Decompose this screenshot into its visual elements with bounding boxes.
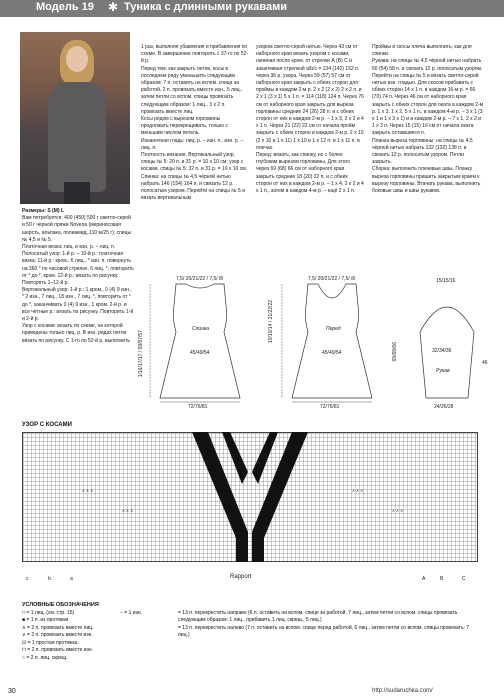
page-title: Туника с длинными рукавами bbox=[124, 1, 287, 13]
page-number: 30 bbox=[8, 688, 16, 695]
materials-text: Вам потребуется: 400 (450) 500 г светло-серой и 50 г чёрной пряжи Novena (мериносовая шерсть, альпака, полиамид, 110 м/25 г); спицы № 4,5 и № 5. bbox=[22, 215, 132, 243]
front-top-dims: 7,5/ 20/21/22 / 7,5/ 8/ bbox=[308, 276, 356, 282]
star-icon: ✱ bbox=[108, 0, 119, 14]
cable-inner-left bbox=[222, 432, 248, 484]
instructions-column-4 bbox=[372, 44, 484, 195]
arrow-a: a bbox=[70, 576, 73, 582]
legend bbox=[22, 602, 482, 662]
col2-para-1: 1 раз, выполняя убавления и прибавления по схеме. В завершение повторять с 37-го по 52-й р. bbox=[141, 44, 249, 65]
svg-text:∧ ∧ ∧: ∧ ∧ ∧ bbox=[392, 508, 404, 513]
sleeve-bottom: 24/26/28 bbox=[434, 404, 454, 410]
cable-chart-title: УЗОР С КОСАМИ bbox=[22, 422, 72, 428]
legend-item-knit: □ = 1 лиц. (см. стр. 15) bbox=[22, 609, 75, 616]
vertical-pattern-text: Вертикальный узор: 1-й р.: 1 кром., 0 (4) 9 изн., * 2 изн., 7 лиц., 18 изн., 7 лиц. *, повторить от * до *, заканчивать 0 (4) 9 изн., 1 кром. 2-й р. и все чётные р.: вязать по рисунку. Повторить 1-й и 2-й р. bbox=[22, 287, 134, 323]
instructions-column-2 bbox=[141, 44, 249, 202]
photo-head bbox=[66, 46, 88, 72]
back-schematic bbox=[140, 272, 260, 408]
striped-pattern-text: Полосатый узор: 1-й р. – 10-й р.: платочная вязка; 11-й р.: кром., 6 лиц., * изн. п. повернуть на 360 ° по часовой стрелке, 6 лиц. *, повторить от * до *, кром. 12-й р.: вязать по рисунку. Повторять 1–12-й р. bbox=[22, 251, 134, 287]
sleeve-top: 15/15/16 bbox=[436, 278, 456, 284]
legend-item-cable-right: = 13 п. перекрестить направо (6 п. оставить на вспом. спице за работой, 7 лиц., затем петли со вспом. спицы провязать следующим образом: 1 лиц., прибавить 1 лиц. скрещ., 5 лиц.) bbox=[178, 609, 458, 623]
arrow-c: c bbox=[26, 576, 29, 582]
legend-item-cross: ○ = 2 п. лиц. скрещ. bbox=[22, 654, 68, 661]
page-header bbox=[0, 0, 504, 17]
photo-tunic bbox=[48, 82, 106, 192]
svg-text:∧ ∧ ∧: ∧ ∧ ∧ bbox=[352, 488, 364, 493]
front-width: 45/49/54 bbox=[322, 350, 342, 356]
back-width: 45/49/54 bbox=[190, 350, 210, 356]
instructions-column-1 bbox=[22, 208, 134, 345]
sleeve-height: 46 bbox=[482, 360, 488, 366]
svg-text:∧ ∧ ∧: ∧ ∧ ∧ bbox=[122, 508, 134, 513]
back-text: Спинка: на спицы № 4,5 чёрной нитью набрать 146 (154) 164 п. и связать 12 р. полосатым узором. Перейти на спицы № 5 и вязать вертикальным bbox=[141, 173, 246, 202]
legend-title: УСЛОВНЫЕ ОБОЗНАЧЕНИЯ bbox=[22, 602, 99, 608]
sleeves-text: Рукава: на спицы № 4,5 чёрной нитью набрать 50 (54) 58 п. и связать 12 р. полосатым узором. Перейти на спицы № 5 и вязать светло-серой нитью изн. гладью. Для скосов прибавить с обеих сторон 14 х 1 п. в каждом 16-м р. = 66 (70) 74 п. Через 46 см от наборного края закрыть с обеих сторон для окатa в каждом 2-м р. 1 х 3, 1 х 2, 5 х 1 п., в каждом 4-м р. – 3 х 1 (3 х 1 и 1 х 3 х 1) и в каждом 2-м р. – 7 х 1, 2 х 2 и 1 х 3 п. Через 15 (15) 16 см от начала оката закрыть оставшиеся п. bbox=[372, 58, 484, 137]
front-schematic bbox=[272, 272, 392, 408]
back-bottom: 72/76/81 bbox=[188, 404, 208, 410]
legend-item-cable-left: = 13 п. перекрестить налево (7 п. оставить на вспом. спице перед работой, 6 лиц., затем петли со вспом. спицы провязать: 7 лиц.) bbox=[178, 624, 470, 638]
assembly-text: Сборка: выполнить плечевые швы. Планку выреза горловины пришить закрытым краем к вырезу горловины. Втачать рукава, выполнить боковые швы и швы рукавов. bbox=[372, 166, 481, 195]
model-photo bbox=[20, 32, 130, 204]
col2-para-3: Косы рядом с вырезом горловины продолжать перекрещивать, только с меньшим числом петель. bbox=[141, 116, 228, 137]
col3-para-1: узором светло-серой нитью. Через 43 см от наборного края вязать узором с косами, начиная после кром. от стрелки А (В) С и заканчивая стрелкой a/b/c = 134 (142) 152 п. через 36 р. узора. Через 59 (57) 57 см от наборного края закрыть с обеих сторон для проймы в каждом 2-м р. 2 х 2 (2 х 2) 2 х 2 п. и 2 х 1 (3 х 1) 5 х 1 п. = 114 (118) 124 п. Через 76 см от наборного края закрыть для выреза горловины средние 24 (26) 28 п. и с обеих сторон от них в каждом 2-м р. – 1 х 3, 2 х 2 и 4 х 1 п. Через 21 (22) 22 см от начала пройм закрыть с обеих сторон в каждом 2-м р. 2 х 10 (2 х 10 и 1 х 11) 1 х 10 и 1 х 12 п. и 1 х 11 п. в плечах. bbox=[256, 44, 364, 151]
front-side-dims: 10/10/14 / 21/22/22 bbox=[268, 300, 274, 344]
instructions-column-3 bbox=[256, 44, 364, 195]
sleeve-schematic bbox=[402, 272, 492, 408]
arrow-b: b bbox=[48, 576, 51, 582]
legend-item-purl: − = 1 изн. bbox=[120, 609, 143, 616]
cable-right-black bbox=[252, 432, 308, 562]
cable-pattern-text: Узор с косами: вязать по схеме, на которой приведены только лиц. р. В изн. рядах петли вязать по рисунку. С 1-го по 52-й р. выполнить bbox=[22, 323, 130, 344]
cable-inner-right bbox=[252, 432, 278, 484]
col2-para-4: Изнаночная гладь: лиц. р. – изн. п., изн. р. – лиц. п. bbox=[141, 137, 244, 151]
cable-left-black bbox=[192, 432, 248, 562]
photo-legs bbox=[64, 182, 90, 204]
front-height: 69/68/66 bbox=[392, 342, 398, 362]
legend-item-k2tog: ∧ = 2 п. провязать вместе лиц. bbox=[22, 624, 94, 631]
back-label: Спинка bbox=[192, 326, 210, 332]
sizes-text: Размеры: S (M) L bbox=[22, 208, 64, 214]
rapport-label: Rapport bbox=[230, 574, 252, 580]
legend-item-p2tog-b: ⊓ = 2 п. провязать вместе изн. bbox=[22, 647, 94, 653]
legend-item-p2tog: ∨ = 2 п. провязать вместе изн. bbox=[22, 632, 93, 638]
front-label: Перед bbox=[326, 326, 341, 332]
arrow-C: C bbox=[462, 576, 466, 582]
legend-item-strand: ⊡ = 1 простая протяжка bbox=[22, 639, 78, 646]
back-top-dims: 7,5/ 20/21/22 / 7,5/ 8/ bbox=[176, 276, 224, 282]
front-text: Перед: вязать, как спинку, но с более глубоким вырезом горловины. Для этого через 69 (68) 66 см от наборного края закрыть средние 18 (20) 22 п. и с обеих сторон от них в каждом 2-м р. – 1 х 4, 2 х 2 и 4 х 1 п., затем в каждом 4-м р. – ещё 2 х 1 п. bbox=[256, 152, 364, 195]
svg-text:∧ ∧ ∧: ∧ ∧ ∧ bbox=[82, 488, 94, 493]
model-number: Модель 19 bbox=[36, 1, 94, 13]
front-bottom: 72/76/81 bbox=[320, 404, 340, 410]
sleeve-label: Рукав bbox=[436, 368, 450, 374]
sleeve-width: 32/34/36 bbox=[432, 348, 452, 354]
col4-para-1: Проймы и скосы плеча выполнить, как для спинки. bbox=[372, 44, 472, 58]
legend-item-loop: ■ = 1 п. из протяжки bbox=[22, 617, 69, 623]
arrow-A: A bbox=[422, 576, 426, 582]
col2-para-2: Перед тем, как закрыть петли, косы в последнем ряду уменьшить следующим образом: 7 п. оставить на вспом. спице за работой, 2 п. провязать вместе изн., 5 лиц., затем петли со вспом. спицы провязать следующим образом: 1 лиц., 3 х 2 п. провязать вместе лиц. bbox=[141, 65, 243, 115]
garter-stitch-text: Платочная вязка: лиц. и изн. р. – лиц. п. bbox=[22, 244, 116, 251]
cable-chart-marks bbox=[22, 432, 478, 562]
gauge-text: Плотность вязания. Вертикальный узор, спицы № 5: 20 п. и 31 р. = 10 х 10 см; узор с косами, спицы № 5: 32 п. и 31 р. = 10 х 10 см. bbox=[141, 152, 248, 173]
back-side-dims: 1/16/17/17 / 59/57/57 bbox=[138, 330, 144, 378]
source-url[interactable]: http://sudaruchka.com/ bbox=[372, 688, 433, 694]
neckband-text: Планка выреза горловины: на спицы № 4,5 чёрной нитью набрать 132 (132) 138 п. и связать 12 р. полосатым узором. Петли закрыть. bbox=[372, 137, 473, 166]
arrow-B: B bbox=[440, 576, 444, 582]
